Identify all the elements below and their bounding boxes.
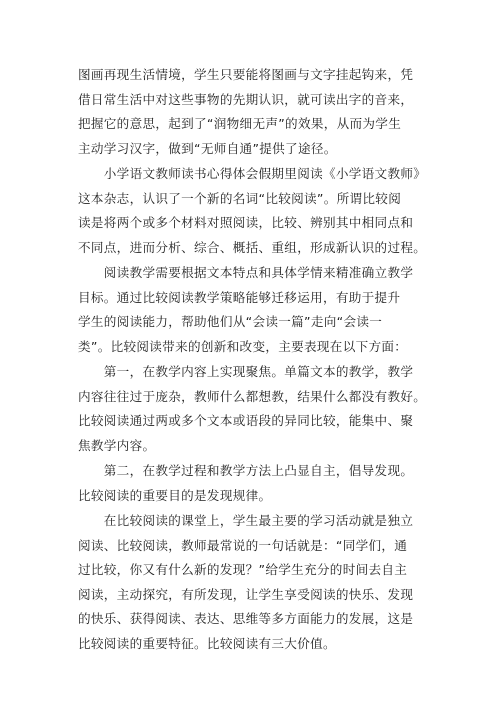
text-line: 过比较，你又有什么新的发现？”给学生充分的时间去自主 [78,562,408,577]
text-line: 类”。比较阅读带来的创新和改变，主要表现在以下方面： [78,338,408,354]
text-line: 第一，在教学内容上实现聚焦。单篇文本的教学，教学 [78,364,414,379]
text-line: 主动学习汉字，做到“无师自通”提供了途径。 [78,140,337,156]
text-line: 焦教学内容。 [78,437,156,453]
text-line: 比较阅读的重要特征。比较阅读有三大价值。 [78,635,336,651]
text-line: 借日常生活中对这些事物的先期认识，就可读出字的音来， [78,91,414,107]
text-line: 内容往往过于庞杂，教师什么都想教，结果什么都没有教好。 [78,388,427,404]
paragraph-5 [78,459,434,508]
paragraph-4 [78,360,434,458]
paragraph-3 [78,261,434,359]
text-line: 阅读教学需要根据文本特点和具体学情来精准确立教学 [78,265,414,280]
text-line: 第二，在教学过程和教学方法上凸显自主，倡导发现。 [78,463,414,478]
paragraph-2 [78,162,434,260]
text-line: 的快乐、获得阅读、表达、思维等多方面能力的发展，这是 [78,611,414,626]
text-line: 比较阅读通过两或多个文本或语段的异同比较，能集中、聚 [78,413,414,428]
text-line: 小学语文教师读书心得体会假期里阅读《小学语文教师》 [78,166,427,181]
text-line: 图画再现生活情境，学生只要能将图画与文字挂起钩来，凭 [78,67,414,82]
text-line: 比较阅读的重要目的是发现规律。 [78,487,272,503]
document-body [78,63,434,656]
text-line: 这本杂志，认识了一个新的名词“比较阅读”。所谓比较阅 [78,190,402,206]
text-line: 读是将两个或多个材料对照阅读，比较、辨别其中相同点和 [78,215,414,230]
paragraph-1 [78,63,434,161]
text-line: 学生的阅读能力，帮助他们从“会读一篇”走向“会读一 [78,314,383,329]
text-line: 把握它的意思，起到了“润物细无声”的效果，从而为学生 [78,116,402,131]
paragraph-6 [78,509,434,656]
text-line: 阅读、比较阅读，教师最常说的一句话就是：“同学们，通 [78,537,408,553]
text-line: 在比较阅读的课堂上，学生最主要的学习活动就是独立 [78,513,414,528]
text-line: 目标。通过比较阅读教学策略能够迁移运用，有助于提升 [78,289,401,305]
text-line: 不同点，进而分析、综合、概括、重组，形成新认识的过程。 [78,239,427,255]
text-line: 阅读，主动探究，有所发现，让学生享受阅读的快乐、发现 [78,586,414,602]
